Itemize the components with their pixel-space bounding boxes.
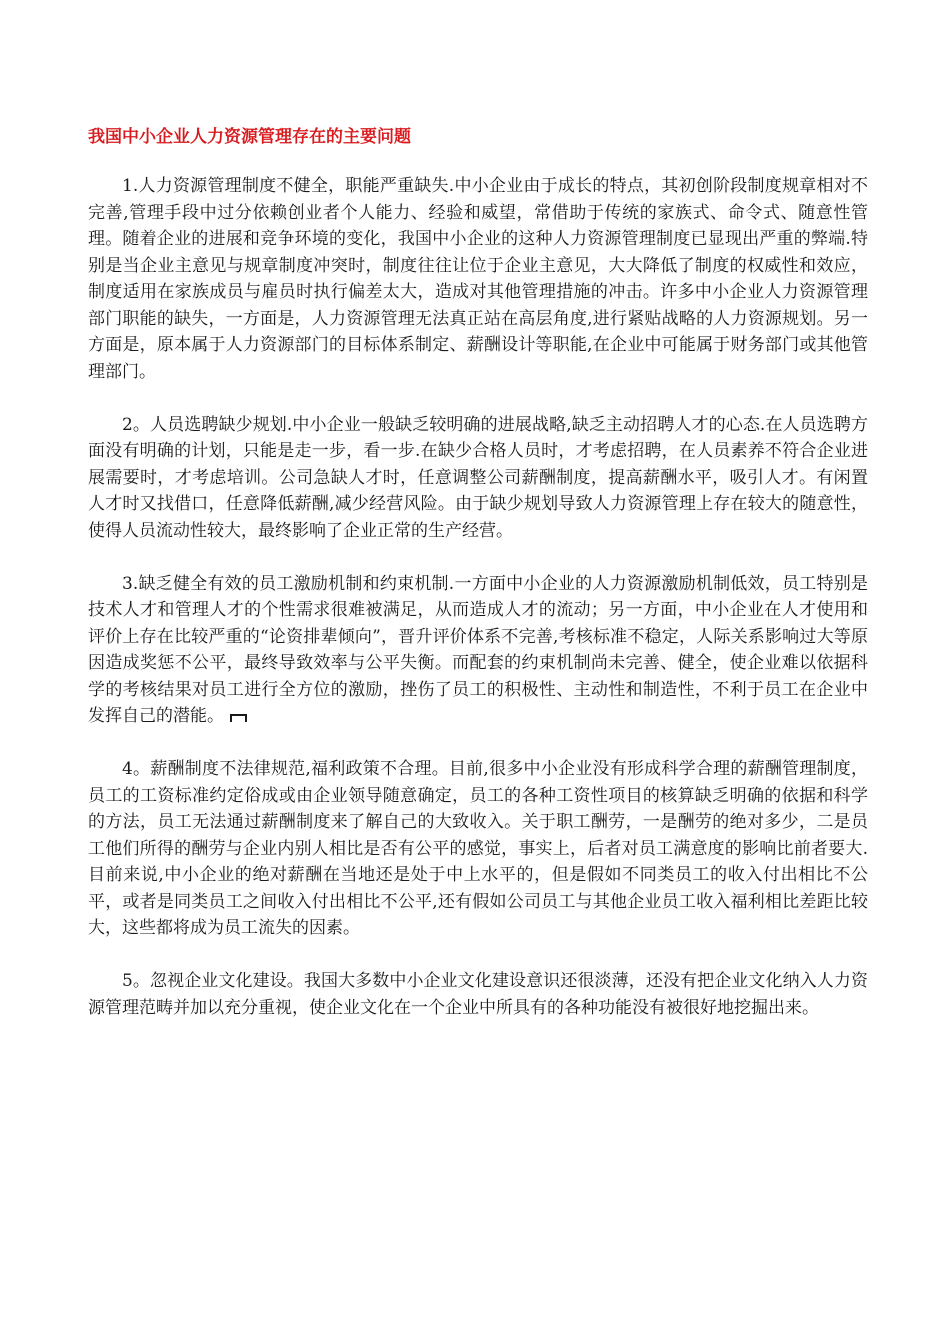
paragraph-5	[88, 968, 868, 1021]
document-body	[88, 173, 868, 1021]
bracket-mark-icon	[230, 714, 247, 722]
paragraph-4-text: 4。薪酬制度不法律规范,福利政策不合理。目前,很多中小企业没有形成科学合理的薪酬管理制度，员工的工资标准约定俗成或由企业领导随意确定，员工的各种工资性项目的核算缺乏明确的依据和科学的方法，员工无法通过薪酬制度来了解自己的大致收入。关于职工酬劳，一是酬劳的绝对多少，二是员工他们所得的酬劳与企业内别人相比是否有公平的感觉，事实上，后者对员工满意度的影响比前者要大.目前来说,中小企业的绝对薪酬在当地还是处于中上水平的，但是假如不同类员工的收入付出相比不公平，或者是同类员工之间收入付出相比不公平,还有假如公司员工与其他企业员工收入福利相比差距比较大，这些都将成为员工流失的因素。	[88, 759, 868, 938]
paragraph-4	[88, 756, 868, 942]
paragraph-1	[88, 173, 868, 385]
paragraph-2-text: 2。人员选聘缺少规划.中小企业一般缺乏较明确的进展战略,缺乏主动招聘人才的心态.在人员选聘方面没有明确的计划，只能是走一步，看一步.在缺少合格人员时，才考虑招聘，在人员素养不符合企业进展需要时，才考虑培训。公司急缺人才时，任意调整公司薪酬制度，提高薪酬水平，吸引人才。有闲置人才时又找借口，任意降低薪酬,减少经营风险。由于缺少规划导致人力资源管理上存在较大的随意性，使得人员流动性较大，最终影响了企业正常的生产经营。	[88, 414, 868, 541]
paragraph-2	[88, 412, 868, 545]
paragraph-3	[88, 571, 868, 730]
document-title: 我国中小企业人力资源管理存在的主要问题	[88, 127, 411, 147]
paragraph-5-text: 5。忽视企业文化建设。我国大多数中小企业文化建设意识还很淡薄，还没有把企业文化纳入人力资源管理范畴并加以充分重视，使企业文化在一个企业中所具有的各种功能没有被很好地挖掘出来。	[88, 971, 868, 1018]
paragraph-3-text: 3.缺乏健全有效的员工激励机制和约束机制.一方面中小企业的人力资源激励机制低效，员工特别是技术人才和管理人才的个性需求很难被满足，从而造成人才的流动；另一方面，中小企业在人才使用和评价上存在比较严重的“论资排辈倾向”，晋升评价体系不完善,考核标准不稳定，人际关系影响过大等原因造成奖惩不公平，最终导致效率与公平失衡。而配套的约束机制尚未完善、健全，使企业难以依据科学的考核结果对员工进行全方位的激励，挫伤了员工的积极性、主动性和制造性，不利于员工在企业中发挥自己的潜能。	[88, 573, 868, 726]
paragraph-1-text: 1.人力资源管理制度不健全，职能严重缺失.中小企业由于成长的特点，其初创阶段制度规章相对不完善,管理手段中过分依赖创业者个人能力、经验和威望，常借助于传统的家族式、命令式、随意性管理。随着企业的进展和竞争环境的变化，我国中小企业的这种人力资源管理制度已显现出严重的弊端.特别是当企业主意见与规章制度冲突时，制度往往让位于企业主意见，大大降低了制度的权威性和效应，制度适用在家族成员与雇员时执行偏差太大，造成对其他管理措施的冲击。许多中小企业人力资源管理部门职能的缺失，一方面是，人力资源管理无法真正站在高层角度,进行紧贴战略的人力资源规划。另一方面是，原本属于人力资源部门的目标体系制定、薪酬设计等职能,在企业中可能属于财务部门或其他管理部门。	[88, 176, 868, 382]
